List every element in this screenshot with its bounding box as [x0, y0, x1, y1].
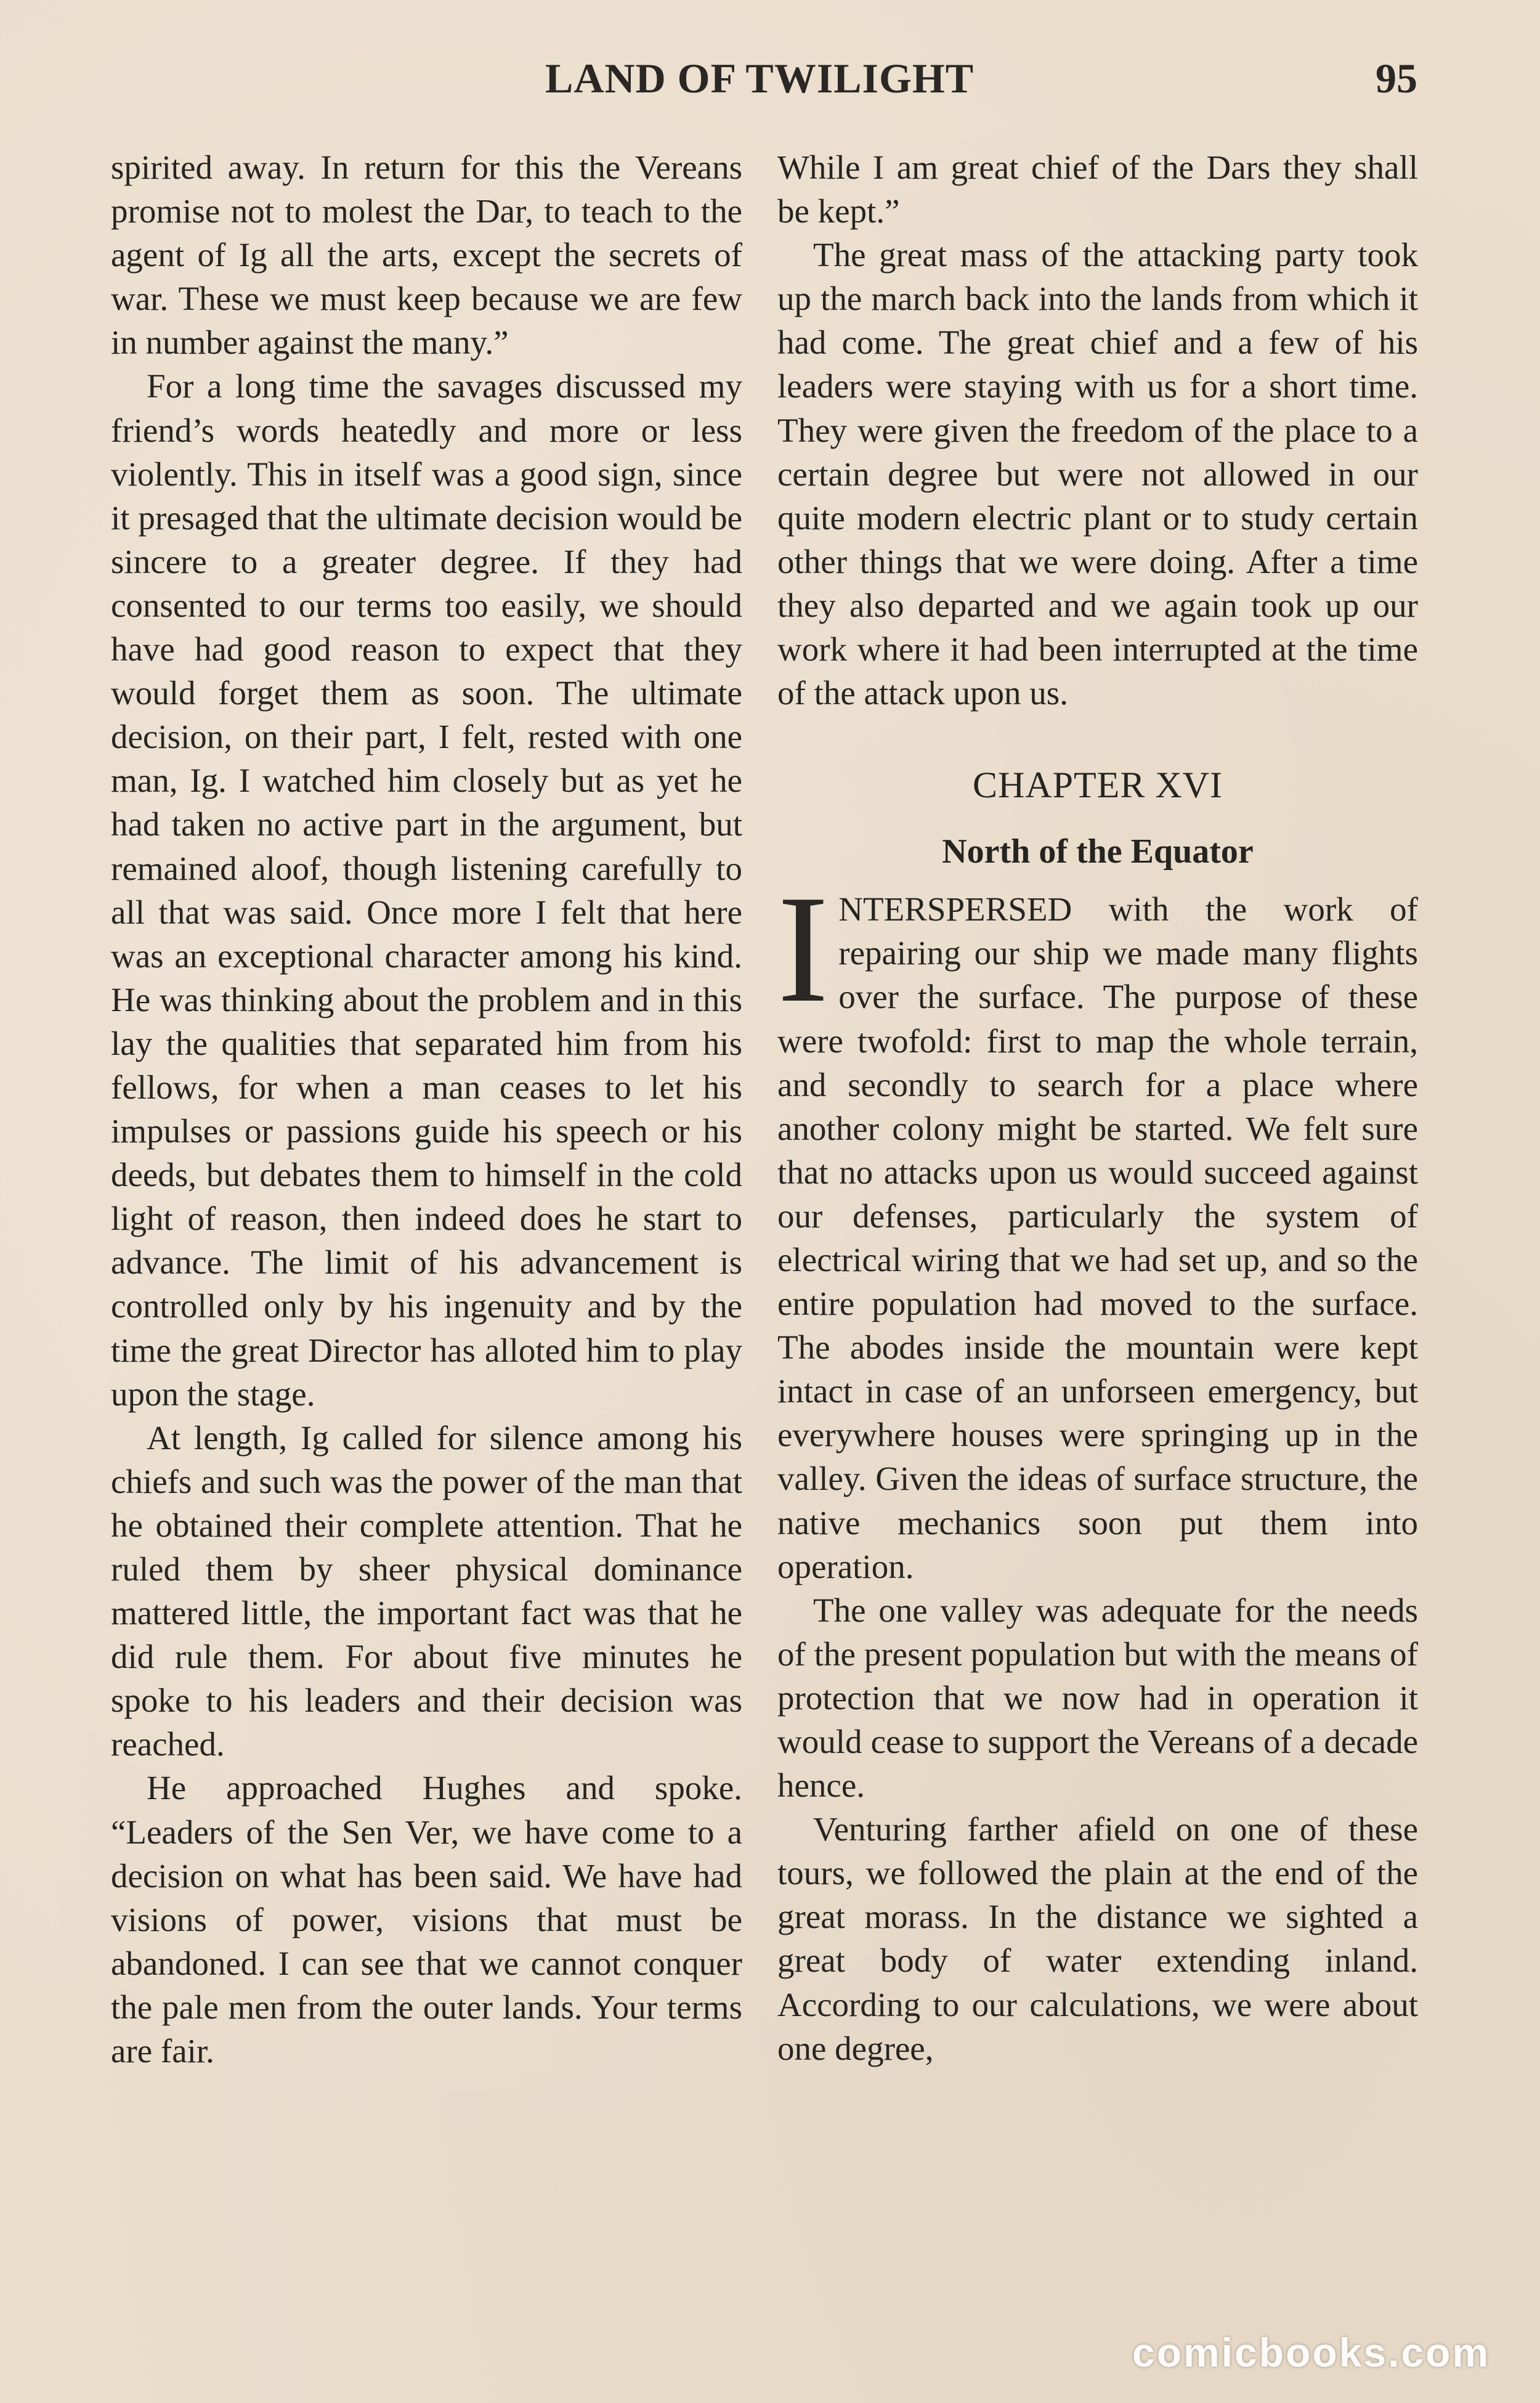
running-title: LAND OF TWILIGHT [545, 55, 975, 102]
paragraph: Venturing farther afield on one of these tours, we followed the plain at the end of the great morass. In the distance we sighted a great body of water extending inland. According to our calculations, we were about one degree, [777, 1810, 1418, 2067]
chapter-heading: CHAPTER XVI [972, 765, 1223, 806]
watermark: comicbooks.com [1132, 2330, 1491, 2375]
paragraph: He approached Hughes and spoke. “Leaders of the Sen Ver, we have come to a decision on what has been said. We have had visions of power, visions that must be abandoned. I can see that we cannot conquer the pale men from the outer lands. Your terms are fair. [111, 1769, 742, 2070]
page-header [0, 48, 1540, 110]
dropcap-paragraph-text: NTERSPERSED with the work of repairing our ship we made many flights over the surface. The purpose of these were twofold: first to map the whole terrain, and secondly to search for a place where another colony might be started. We felt sure that no attacks upon us would succeed against our defenses, particularly the system of electrical wiring that we had set up, and so the entire population had moved to the surface. The abodes inside the mountain were kept intact in case of an unforseen emergency, but everywhere houses were springing up in the valley. Given the ideas of surface structure, the native mechanics soon put them into operation. [777, 890, 1418, 1585]
paragraph: spirited away. In return for this the Vereans promise not to molest the Dar, to teach to the agent of Ig all the arts, except the secrets of war. These we must keep because we are few in number against the many.” [111, 148, 742, 362]
right-column [777, 145, 1418, 2070]
drop-cap: I [777, 864, 829, 1035]
paragraph: For a long time the savages discussed my friend’s words heatedly and more or less violently. This in itself was a good sign, since it presaged that the ultimate decision would be sincere to a greater degree. If they had consented to our terms too easily, we should have had good reason to expect that they would forget them as soon. The ultimate decision, on their part, I felt, rested with one man, Ig. I watched him closely but as yet he had taken no active part in the argument, but remained aloof, though listening carefully to all that was said. Once more I felt that here was an exceptional character among his kind. He was thinking about the problem and in this lay the qualities that separated him from his fellows, for when a man ceases to let his impulses or passions guide his speech or his deeds, but debates them to himself in the cold light of reason, then indeed does he start to advance. The limit of his advancement is controlled only by his ingenuity and by the time the great Director has alloted him to play upon the stage. [111, 367, 742, 1413]
paragraph: At length, Ig called for silence among his chiefs and such was the power of the man that he obtained their complete attention. That he ruled them by sheer physical dominance mattered little, the important fact was that he did rule them. For about five minutes he spoke to his leaders and their decision was reached. [111, 1418, 742, 1763]
chapter-subtitle: North of the Equator [942, 832, 1254, 871]
dropcap-paragraph [777, 864, 1418, 1588]
paragraph: The great mass of the attacking party took up the march back into the lands from which it had come. The great chief and a few of his leaders were staying with us for a short time. They were given the freedom of the place to a certain degree but were not allowed in our quite modern electric plant or to study certain other things that we were doing. After a time they also departed and we again took up our work where it had been interrupted at the time of the attack upon us. [777, 236, 1418, 712]
paragraph: The one valley was adequate for the needs of the present population but with the means of protection that we now had in operation it would cease to support the Vereans of a decade hence. [777, 1591, 1418, 1805]
page-number: 95 [1376, 55, 1417, 102]
paragraph: While I am great chief of the Dars they shall be kept.” [777, 148, 1418, 230]
left-column [111, 145, 742, 2073]
